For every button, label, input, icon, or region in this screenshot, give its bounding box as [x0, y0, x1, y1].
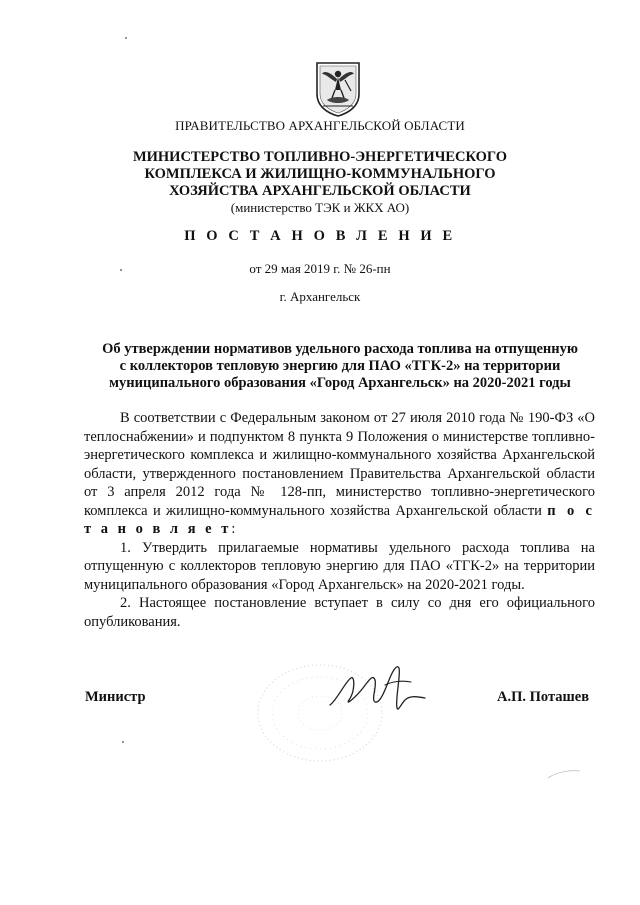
subject-line: Об утверждении нормативов удельного расхода топлива на отпущенную	[102, 341, 578, 357]
preamble-text: В соответствии с Федеральным законом от 27 июля 2010 года № 190-ФЗ «О теплоснабжении» и подпунктом 8 пункта 9 Положения о министерстве топливно-энергетического комплекса и жилищно-коммунального хозяйства Архангельской области, утвержденного постановлением Правительства Архангельской области от 3 апреля 2012 года № 128-пп, министерство топливно-энергетического комплекса и жилищно-коммунального хозяйства Архангельской области	[84, 410, 595, 519]
government-name: ПРАВИТЕЛЬСТВО АРХАНГЕЛЬСКОЙ ОБЛАСТИ	[175, 118, 465, 133]
ministry-name-line: КОМПЛЕКСА И ЖИЛИЩНО-КОММУНАЛЬНОГО	[144, 166, 496, 182]
subject-line: муниципального образования «Город Архангельск» на 2020-2021 годы	[109, 375, 571, 391]
document-date-number: от 29 мая 2019 г. № 26-пн	[249, 261, 391, 276]
ministry-name-line: МИНИСТЕРСТВО ТОПЛИВНО-ЭНЕРГЕТИЧЕСКОГО	[132, 149, 508, 165]
document-subject	[70, 341, 610, 392]
resolves-colon: :	[231, 521, 236, 537]
subject-line: с коллекторов тепловую энергию для ПАО «ТГК-2» на территории	[119, 358, 561, 374]
preamble-paragraph	[84, 409, 595, 539]
document-body	[84, 409, 595, 631]
item-1-paragraph: 1. Утвердить прилагаемые нормативы удельного расхода топлива на отпущенную с коллекторов тепловую энергию для ПАО «ТГК-2» на территории муниципального образования «Город Архангельск» на 2020-2021 годы.	[84, 539, 595, 593]
resolves-word: п о с т а н о в л я е т	[84, 502, 595, 537]
document-type: П О С Т А Н О В Л Е Н И Е	[184, 228, 456, 244]
signatory-name: А.П. Поташев	[497, 689, 590, 705]
ministry-abbreviation: (министерство ТЭК и ЖКХ АО)	[230, 200, 410, 215]
document-city: г. Архангельск	[279, 289, 361, 304]
ministry-name-line: ХОЗЯЙСТВА АРХАНГЕЛЬСКОЙ ОБЛАСТИ	[169, 183, 471, 199]
signatory-position: Министр	[85, 689, 146, 705]
coat-of-arms-icon	[314, 60, 362, 118]
handwritten-signature	[325, 660, 435, 720]
item-2-paragraph: 2. Настоящее постановление вступает в силу со дня его официального опубликования.	[84, 595, 595, 630]
ministry-name	[0, 149, 640, 200]
